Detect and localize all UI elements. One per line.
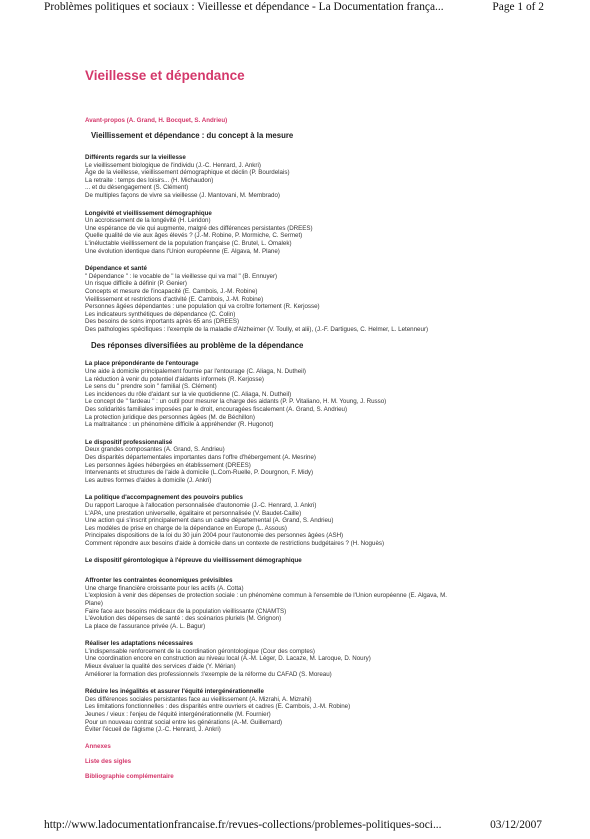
- section-article-list: [85, 648, 555, 678]
- article-link[interactable]: L'inéluctable vieillissement de la population française (C. Brutel, L. Omalek): [85, 239, 292, 247]
- article-link[interactable]: Comment répondre aux besoins d'aide à domicile dans un contexte de restrictions budgétaires ? (H. Noguès): [85, 539, 385, 547]
- article-link[interactable]: Personnes âgées dépendantes : une population qui va croître fortement (R. Kerjosse): [85, 303, 320, 311]
- article-link[interactable]: Vieillissement et restrictions d'activité (E. Cambois, J.-M. Robine): [85, 295, 264, 303]
- article-link[interactable]: Jeunes / vieux : l'enjeu de l'équité intergénérationnelle (M. Fournier): [85, 711, 271, 719]
- page-title: Vieillesse et dépendance: [85, 68, 245, 83]
- part3-sections: [85, 577, 555, 734]
- section-article-list: [85, 696, 555, 734]
- avant-propos-link[interactable]: Avant-propos (A. Grand, H. Bocquet, S. Andrieu): [85, 117, 228, 124]
- article-link[interactable]: Les personnes âgées hébergées en établissement (DREES): [85, 461, 251, 469]
- article-link[interactable]: Plane): [85, 599, 103, 607]
- print-header-title: Problèmes politiques et sociaux : Vieillesse et dépendance - La Documentation frança...: [44, 1, 444, 13]
- article-link[interactable]: La protection juridique des personnes âgées (M. de Béchillon): [85, 413, 255, 421]
- section-heading: Réaliser les adaptations nécessaires: [85, 640, 193, 648]
- article-link[interactable]: Concepts et mesure de l'incapacité (E. Cambois, J.-M. Robine): [85, 287, 258, 295]
- article-link[interactable]: Des différences sociales persistantes face au vieillissement (A. Mizrahi, A. Mizrahi): [85, 695, 312, 703]
- article-link[interactable]: Améliorer la formation des professionnels :l'exemple de la réforme du CAFAD (S. Moreau): [85, 670, 332, 678]
- section-article-list: [85, 368, 555, 429]
- article-link[interactable]: L'indispensable renforcement de la coordination gérontologique (Cour des comptes): [85, 647, 315, 655]
- article-link[interactable]: La maltraitance : un phénomène difficile à appréhender (R. Hugonot): [85, 421, 274, 429]
- toc-section: [85, 265, 555, 333]
- print-footer: [0, 819, 590, 835]
- toc-section: [85, 360, 555, 428]
- sigles-link[interactable]: Liste des sigles: [85, 757, 132, 765]
- toc-section: [85, 688, 555, 734]
- toc-section: [85, 154, 555, 200]
- appendix-links: [85, 743, 555, 781]
- article-link[interactable]: L'APA, une prestation universelle, égalitaire et personnalisée (V. Baudet-Caille): [85, 509, 302, 517]
- article-link[interactable]: Les incidences du rôle d'aidant sur la vie quotidienne (C. Aliaga, N. Dutheil): [85, 390, 292, 398]
- article-link[interactable]: Des solidarités familiales imposées par le droit, encouragées fiscalement (A. Grand, S. Andrieu): [85, 406, 348, 414]
- toc-section: [85, 577, 555, 630]
- article-link[interactable]: Une action qui s'inscrit principalement dans un cadre départemental (A. Grand, S. Andrieu): [85, 517, 334, 525]
- section-article-list: [85, 446, 555, 484]
- section-heading: Le dispositif professionnalisé: [85, 438, 173, 446]
- article-link[interactable]: Quelle qualité de vie aux âges élevés ? (J.-M. Robine, P. Mormiche, C. Sermet): [85, 232, 303, 240]
- article-link[interactable]: Le sens du " prendre soin " familial (S. Clément): [85, 383, 217, 391]
- article-link[interactable]: " Dépendance " : le vocable de " la vieillesse qui va mal " (B. Ennuyer): [85, 272, 278, 280]
- print-header: [0, 0, 590, 16]
- print-footer-url: http://www.ladocumentationfrancaise.fr/revues-collections/problemes-politiques-soci...: [44, 819, 442, 831]
- article-link[interactable]: Les modèles de prise en charge de la dépendance en Europe (L. Assous): [85, 524, 287, 532]
- article-link[interactable]: Âge de la vieillesse, vieillissement démographique et déclin (P. Bourdelais): [85, 169, 290, 177]
- article-link[interactable]: Une espérance de vie qui augmente, malgré des différences persistantes (DREES): [85, 224, 313, 232]
- part2-sections: [85, 360, 555, 547]
- section-heading: Affronter les contraintes économiques prévisibles: [85, 577, 233, 585]
- article-link[interactable]: Mieux évaluer la qualité des services d'aide (Y. Mérian): [85, 663, 236, 671]
- article-link[interactable]: Des disparités départementales importantes dans l'offre d'hébergement (A. Mesrine): [85, 454, 316, 461]
- section-heading: Réduire les inégalités et assurer l'équité intergénérationnelle: [85, 688, 264, 696]
- article-link[interactable]: Les indicateurs synthétiques de dépendance (C. Colin): [85, 310, 236, 318]
- article-link[interactable]: Le concept de " fardeau " : un outil pour mesurer la charge des aidants (P. P. Vitaliano, H. M. Young, J. Russo): [85, 398, 387, 406]
- article-link[interactable]: Des pathologies spécifiques : l'exemple de la maladie d'Alzheimer (V. Toully, et alii), (J.-F. Dartigues, C. Helmer, L. Letenneur): [85, 325, 429, 333]
- print-footer-date: 03/12/2007: [490, 819, 542, 831]
- article-link[interactable]: L'explosion à venir des dépenses de protection sociale : un phénomène commun à l'ensemble de l'Union européenne (E. Algava, M.: [85, 592, 447, 600]
- toc-section: [85, 494, 555, 547]
- article-link[interactable]: Le vieillissement biologique de l'individu (J.-C. Henrard, J. Ankri): [85, 161, 261, 169]
- article-link[interactable]: Les autres formes d'aides à domicile (J. Ankri): [85, 476, 212, 484]
- bibliographie-link[interactable]: Bibliographie complémentaire: [85, 772, 174, 780]
- section-article-list: [85, 162, 555, 200]
- article-link[interactable]: Principales dispositions de la loi du 30 juin 2004 pour l'autonomie des personnes âgées (ASH): [85, 532, 344, 540]
- section-article-list: [85, 502, 555, 548]
- document-body: [85, 68, 555, 788]
- section-article-list: [85, 585, 555, 631]
- part3-heading-block: [85, 557, 555, 565]
- article-link[interactable]: ... et du désengagement (S. Clément): [85, 184, 189, 192]
- article-link[interactable]: Les limitations fonctionnelles : des disparités entre ouvriers et cadres (E. Cambois, J.-M. Robine): [85, 703, 351, 711]
- section-heading: Différents regards sur la vieillesse: [85, 154, 186, 161]
- print-page-number: Page 1 of 2: [492, 1, 544, 13]
- article-link[interactable]: Faire face aux besoins médicaux de la population vieillissante (CNAMTS): [85, 607, 287, 615]
- article-link[interactable]: Une aide à domicile principalement fournie par l'entourage (C. Aliaga, N. Dutheil): [85, 368, 306, 376]
- part3-heading: Le dispositif gérontologique à l'épreuve du vieillissement démographique: [85, 556, 302, 564]
- part-heading-2: Des réponses diversifiées au problème de la dépendance: [91, 341, 304, 351]
- article-link[interactable]: Une évolution identique dans l'Union européenne (E. Algava, M. Plane): [85, 247, 280, 255]
- article-link[interactable]: Du rapport Laroque à l'allocation personnalisée d'autonomie (J.-C. Henrard, J. Ankri): [85, 501, 317, 509]
- section-heading: La politique d'accompagnement des pouvoirs publics: [85, 494, 243, 502]
- section-article-list: [85, 217, 555, 255]
- article-link[interactable]: Une coordination encore en construction au niveau local (A.-M. Léger, D. Lacaze, M. Laroque, D. Noury): [85, 655, 371, 663]
- article-link[interactable]: Deux grandes composantes (A. Grand, S. Andrieu): [85, 446, 225, 454]
- article-link[interactable]: Intervenants et structures de l'aide à domicile (L.Com-Ruelle, P. Dourgnon, F. Midy): [85, 469, 314, 477]
- article-link[interactable]: Pour un nouveau contrat social entre les générations (A.-M. Guillemard): [85, 718, 283, 726]
- section-article-list: [85, 273, 555, 334]
- article-link[interactable]: De multiples façons de vivre sa vieillesse (J. Mantovani, M. Membrado): [85, 191, 280, 199]
- article-link[interactable]: Éviter l'écueil de l'âgisme (J.-C. Henrard, J. Ankri): [85, 726, 221, 734]
- annexes-link[interactable]: Annexes: [85, 742, 111, 750]
- article-link[interactable]: Un accroissement de la longévité (H. Leridon): [85, 217, 211, 225]
- article-link[interactable]: L'évolution des dépenses de santé : des scénarios pluriels (M. Grignon): [85, 615, 282, 623]
- article-link[interactable]: La retraite : temps des loisirs... (H. Michaudon): [85, 176, 214, 184]
- toc-section: [85, 439, 555, 485]
- toc-section: [85, 640, 555, 678]
- section-heading: Dépendance et santé: [85, 265, 147, 273]
- article-link[interactable]: Un risque difficile à définir (P. Genier): [85, 280, 187, 288]
- section-heading: Longévité et vieillissement démographique: [85, 209, 212, 217]
- article-link[interactable]: Des besoins de soins importants après 65 ans (DREES): [85, 318, 240, 326]
- toc-section: [85, 210, 555, 256]
- article-link[interactable]: La réduction à venir du potentiel d'aidants informels (R. Kerjosse): [85, 375, 264, 383]
- part-heading-1: Vieillissement et dépendance : du concept à la mesure: [91, 131, 294, 140]
- part1-sections: [85, 154, 555, 333]
- article-link[interactable]: La place de l'assurance privée (A. L. Bagur): [85, 622, 206, 630]
- article-link[interactable]: Une charge financière croissante pour les actifs (A. Cotta): [85, 584, 244, 592]
- section-heading: La place prépondérante de l'entourage: [85, 360, 199, 368]
